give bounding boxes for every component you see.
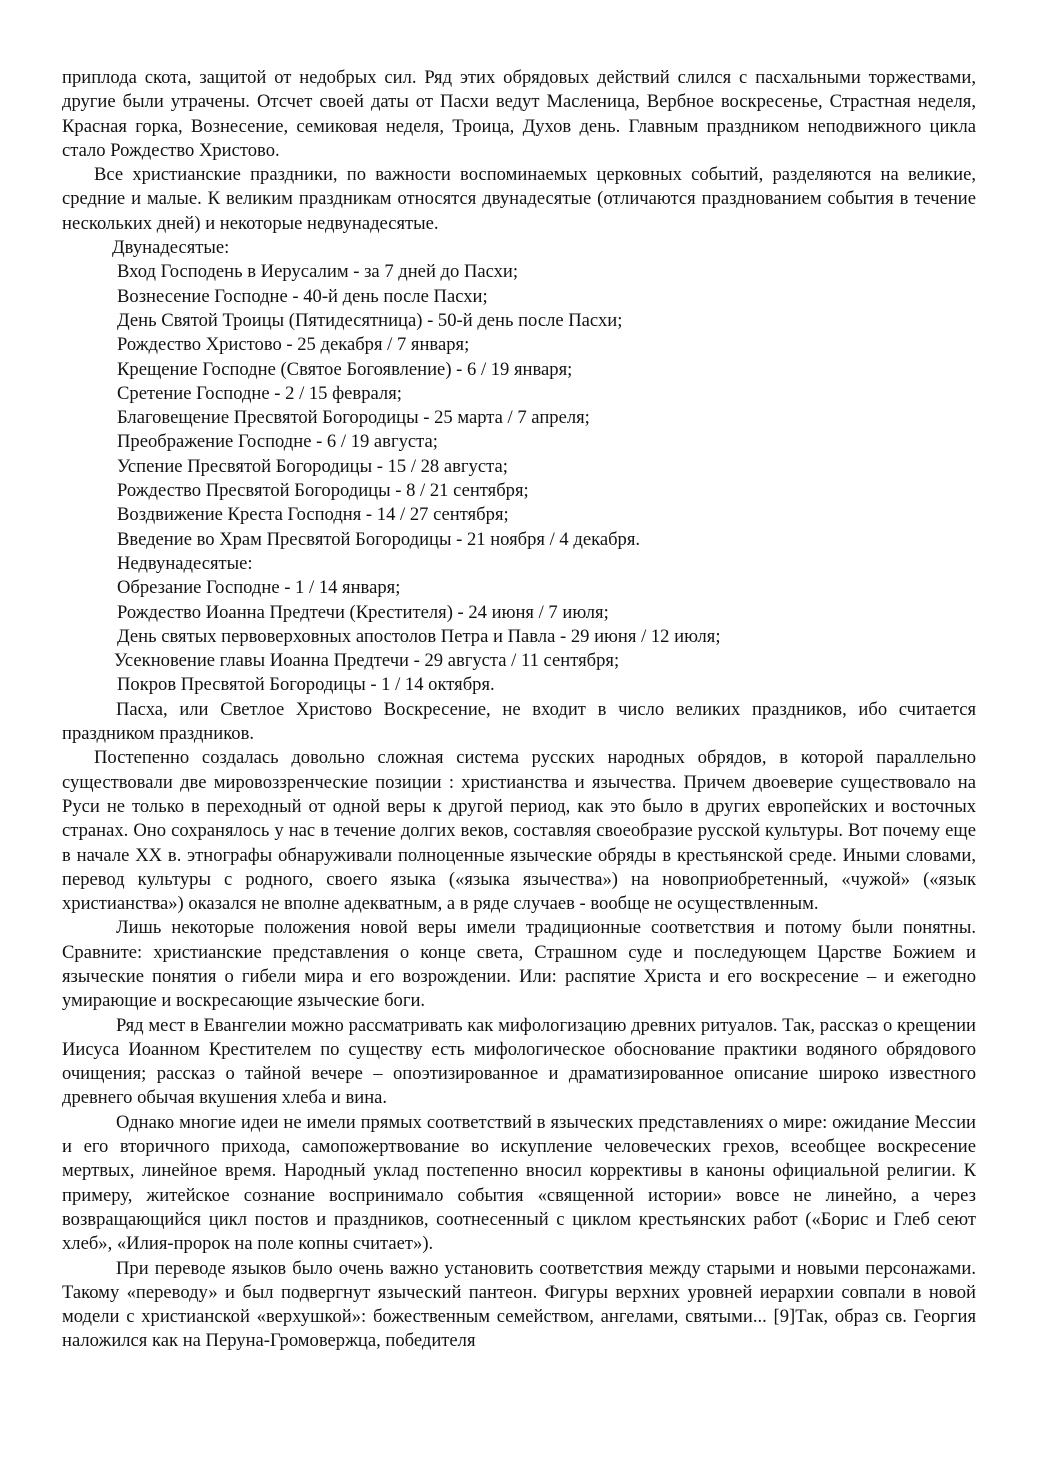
paragraph-gospel: Ряд мест в Евангелии можно рассматривать как мифологизацию древних ритуалов. Так, рассказ о крещении Иисуса Иоанном Крестителем по существу есть мифологическое обоснование практики водяного обрядового очищения; рассказ о тайной вечере – опоэтизированное и драматизированное описание широко известного древнего обычая вкушения хлеба и вина. xyxy=(62,1014,976,1109)
list-item: Вознесение Господне - 40-й день после Пасхи; xyxy=(117,285,488,307)
list-item: Вход Господень в Иерусалим - за 7 дней до Пасхи; xyxy=(117,261,519,283)
paragraph-intro: приплода скота, защитой от недобрых сил. Ряд этих обрядовых действий слился с пасхальными торжествами, другие были утрачены. Отсчет своей даты от Пасхи ведут Масленица, Вербное воскресенье, Страстная неделя, Красная горка, Вознесение, семиковая неделя, Троица, Духов день. Главным праздником неподвижного цикла стало Рождество Христово. xyxy=(62,67,976,161)
paragraph-easter: Пасха, или Светлое Христово Воскресение, не входит в число великих праздников, ибо считается праздником праздников. xyxy=(62,698,976,745)
twelve-feasts-list xyxy=(62,260,976,552)
list-item: Благовещение Пресвятой Богородицы - 25 марта / 7 апреля; xyxy=(117,407,590,429)
list-item: Преображение Господне - 6 / 19 августа; xyxy=(117,431,438,453)
paragraph-holiday-classes: Все христианские праздники, по важности воспоминаемых церковных событий, разделяются на великие, средние и малые. К великим праздникам относятся двунадесятые (отличаются празднованием события в течение нескольких дней) и некоторые недвунадесятые. xyxy=(62,164,976,234)
list-item: Воздвижение Креста Господня - 14 / 27 сентября; xyxy=(117,504,509,526)
list-item: Обрезание Господне - 1 / 14 января; xyxy=(117,577,401,599)
list-item: Рождество Христово - 25 декабря / 7 января; xyxy=(117,334,470,356)
list-item: День святых первоверховных апостолов Петра и Павла - 29 июня / 12 июля; xyxy=(117,625,721,647)
paragraph-dual-faith: Постепенно создалась довольно сложная система русских народных обрядов, в которой параллельно существовали две мировоззренческие позиции : христианства и язычества. Причем двоеверие существовало на Руси не только в переходный от одной веры к другой период, как это было в других европейских и восточных странах. Оно сохранялось у нас в течение долгих веков, составляя своеобразие русской культуры. Вот почему еще в начале XX в. этнографы обнаруживали полноценные языческие обряды в крестьянской среде. Иными словами, перевод культуры с родного, своего языка («языка язычества») на новоприобретенный, «чужой» («язык христианства») оказался не вполне адекватным, а в ряде случаев - вообще не осуществленным. xyxy=(62,747,976,915)
non-twelve-feasts-heading: Недвунадесятые: xyxy=(117,552,253,574)
list-item: Крещение Господне (Святое Богоявление) - 6 / 19 января; xyxy=(117,358,573,380)
paragraph-ideas: Однако многие идеи не имели прямых соответствий в языческих представлениях о мире: ожидание Мессии и его вторичного прихода, самопожертвование во искупление человеческих грехов, всеобщее воскресение мертвых, линейное время. Народный уклад постепенно вносил коррективы в каноны официальной религии. К примеру, житейское сознание воспринимало события «священной истории» вовсе не линейно, а через возвращающийся цикл постов и праздников, соотнесенный с циклом крестьянских работ («Борис и Глеб сеют хлеб», «Илия-пророк на поле копны считает»). xyxy=(62,1111,976,1255)
list-item: Рождество Пресвятой Богородицы - 8 / 21 сентября; xyxy=(117,480,529,502)
list-item: Усекновение главы Иоанна Предтечи - 29 августа / 11 сентября; xyxy=(114,650,620,672)
paragraph-correspondences: Лишь некоторые положения новой веры имели традиционные соответствия и потому были понятны. Сравните: христианские представления о конце света, Страшном суде и последующем Царстве Божием и языческие понятия о гибели мира и его возрождении. Или: распятие Христа и его воскресение – и ежегодно умирающие и воскресающие языческие боги. xyxy=(62,917,976,1012)
list-item: Рождество Иоанна Предтечи (Крестителя) - 24 июня / 7 июля; xyxy=(117,601,609,623)
list-item: Введение во Храм Пресвятой Богородицы - 21 ноября / 4 декабря. xyxy=(117,528,641,550)
list-item: Покров Пресвятой Богородицы - 1 / 14 октября. xyxy=(117,674,495,696)
list-item: День Святой Троицы (Пятидесятница) - 50-й день после Пасхи; xyxy=(117,309,623,331)
twelve-feasts-heading: Двунадесятые: xyxy=(112,237,230,259)
document-page xyxy=(62,66,976,1354)
paragraph-translation: При переводе языков было очень важно установить соответствия между старыми и новыми персонажами. Такому «переводу» и был подвергнут языческий пантеон. Фигуры верхних уровней иерархии совпали в новой модели с христианской «верхушкой»: божественным семейством, ангелами, святыми... [9]Так, образ св. Георгия наложился как на Перуна-Громовержца, победителя xyxy=(62,1257,976,1352)
non-twelve-feasts-list xyxy=(62,576,976,697)
list-item: Успение Пресвятой Богородицы - 15 / 28 августа; xyxy=(117,455,508,477)
list-item: Сретение Господне - 2 / 15 февраля; xyxy=(117,382,402,404)
